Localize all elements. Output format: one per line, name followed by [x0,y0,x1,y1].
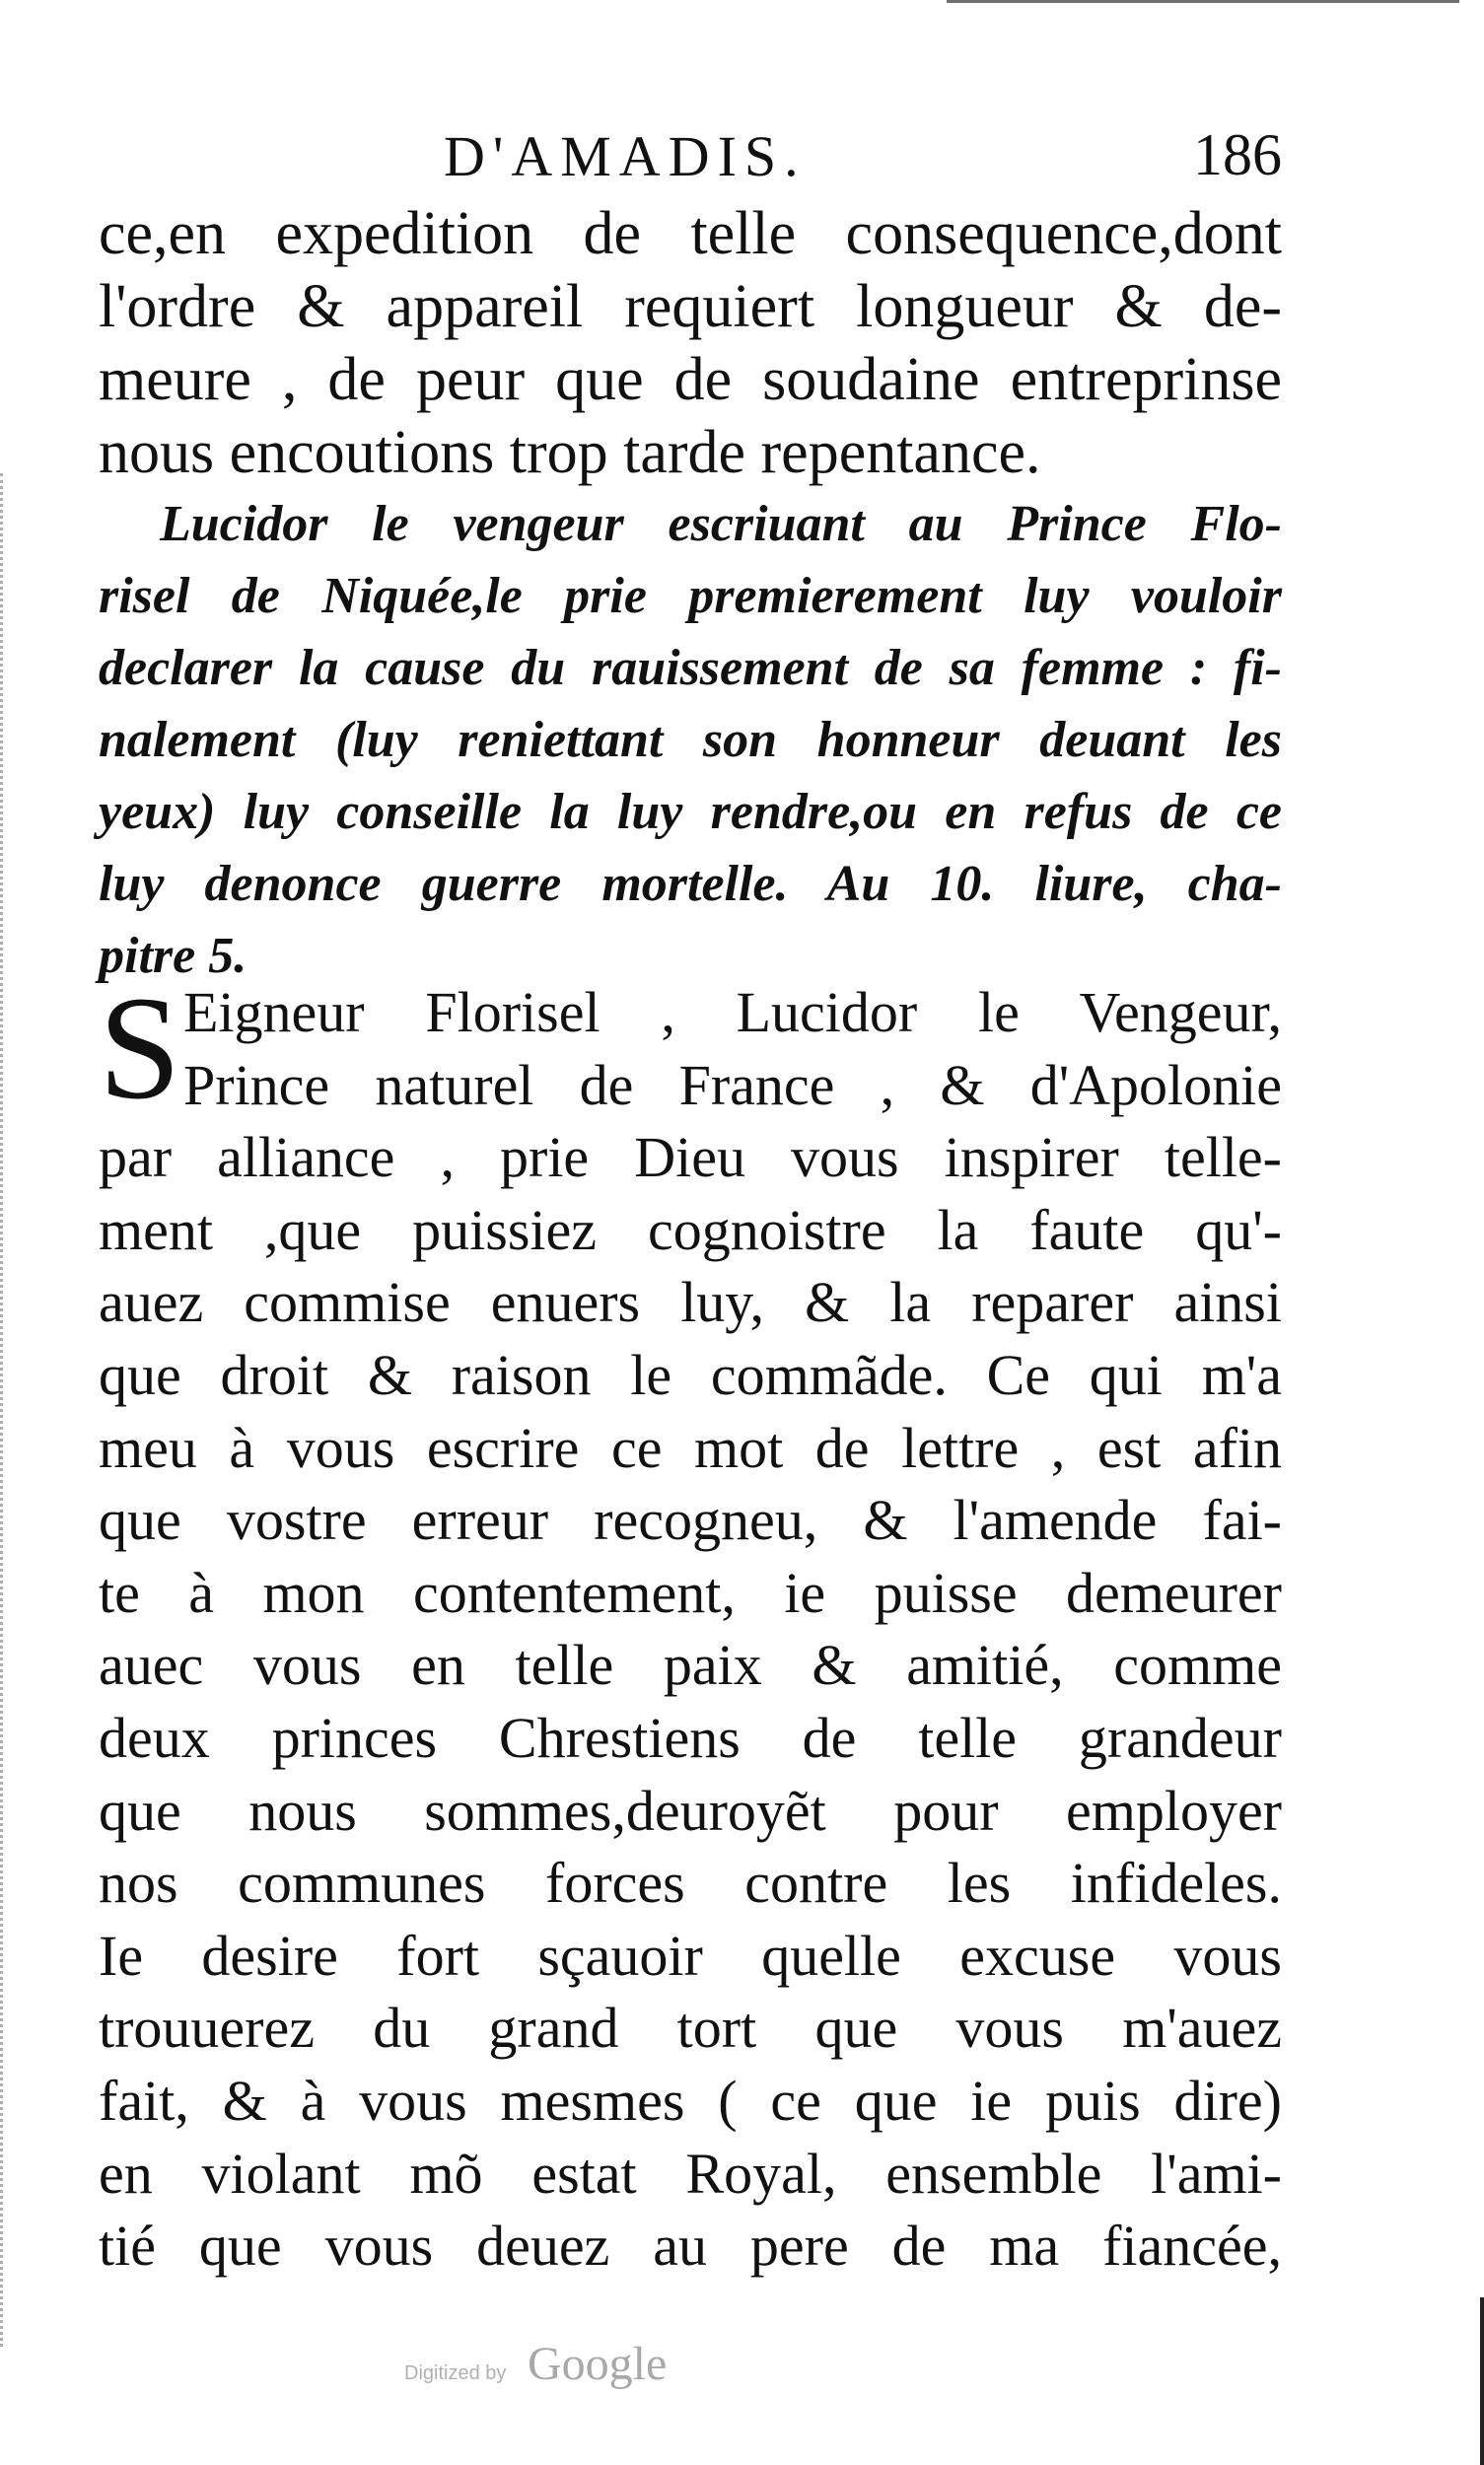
text-line: meure , de peur que de soudaine entreprinse [99,346,1282,413]
letter-line: ment ,que puissiez cognoistre la faute qu'- [99,1197,1282,1262]
letter-line: meu à vous escrire ce mot de lettre , est afin [99,1415,1282,1480]
letter-line: Prince naturel de France , & d'Apolonie [183,1052,1282,1117]
google-logo: Google [528,2338,668,2390]
summary-line: yeux) luy conseille la luy rendre,ou en refus de ce [99,784,1282,840]
letter-line: deux princes Chrestiens de telle grandeur [99,1705,1282,1770]
running-title: D'AMADIS. [444,124,807,188]
scan-edge-left [0,473,21,2347]
letter-line: Ie desire fort sçauoir quelle excuse vous [99,1923,1282,1988]
summary-line: pitre 5. [99,928,247,984]
text-line: ce,en expedition de telle consequence,dont [99,200,1282,267]
letter-line: fait, & à vous mesmes ( ce que ie puis dire) [99,2068,1282,2133]
summary-line: declarer la cause du rauissement de sa femme : fi- [99,640,1282,696]
letter-line: que vostre erreur recogneu, & l'amende fai- [99,1488,1282,1553]
letter-line: que droit & raison le commãde. Ce qui m'a [99,1342,1282,1407]
letter-body [99,966,1282,2283]
page-number: 186 [1193,122,1282,187]
drop-cap: S [99,966,181,1130]
letter-line: trouuerez du grand tort que vous m'auez [99,1996,1282,2061]
scan-edge-right [1470,2297,1484,2465]
letter-line: tié que vous deuez au pere de ma fiancée, [99,2214,1282,2279]
letter-line: te à mon contentement, ie puisse demeurer [99,1560,1282,1625]
letter-line: que nous sommes,deuroyẽt pour employer [99,1778,1282,1843]
previous-text [99,197,1282,489]
summary-line: nalement (luy reniettant son honneur deuant les [99,712,1282,768]
digitized-by-label: Digitized by [404,2362,507,2384]
letter-line: par alliance , prie Dieu vous inspirer telle- [99,1125,1282,1190]
summary-line: luy denonce guerre mortelle. Au 10. liure, cha- [99,856,1282,912]
letter-line: auec vous en telle paix & amitié, comme [99,1633,1282,1698]
digitization-watermark [404,2337,700,2396]
text-line: nous encoutions trop tarde repentance. [99,419,1041,486]
letter-line: Eigneur Florisel , Lucidor le Vengeur, [183,980,1282,1044]
chapter-summary [99,488,1282,992]
scan-edge-top [947,0,1459,11]
letter-line: auez commise enuers luy, & la reparer ainsi [99,1270,1282,1335]
letter-line: en violant mõ estat Royal, ensemble l'ami- [99,2141,1282,2206]
page-header [99,123,1282,192]
text-line: l'ordre & appareil requiert longueur & de- [99,273,1282,340]
letter-line: nos communes forces contre les infideles. [99,1851,1282,1916]
summary-line: Lucidor le vengeur escriuant au Prince Flo- [160,496,1282,552]
summary-line: risel de Niquée,le prie premierement luy vouloir [99,568,1282,624]
